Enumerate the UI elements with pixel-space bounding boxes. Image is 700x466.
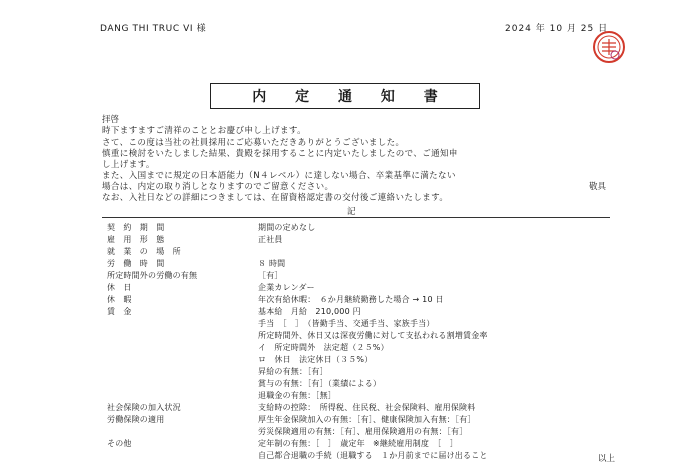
company-seal-icon <box>592 30 626 64</box>
term-value: 企業カレンダー <box>258 283 315 292</box>
paragraph-line: 慎重に検討をいたしました結果、貴殿を採用することに内定いたしましたので、ご通知申 <box>102 149 458 159</box>
greeting: 拝啓 <box>102 115 120 125</box>
paragraph-line: なお、入社日などの詳細につきましては、在留資格認定書の交付後ご連絡いたします。 <box>102 193 449 203</box>
term-value: 自己都合退職の手続（退職する １か月前までに届け出ること <box>258 451 488 460</box>
ki-marker: 記 <box>347 207 356 217</box>
term-value: 正社員 <box>258 235 283 244</box>
paragraph-line: 時下ますますご清祥のこととお慶び申し上げます。 <box>102 126 307 136</box>
term-value: 定年制の有無：［ ］ 歳定年 ※継続雇用制度 ［ ］ <box>258 439 458 448</box>
term-value: 手当 ［ ］ （皆勤手当、交通手当、家族手当） <box>258 319 435 328</box>
term-label: 労働保険の適用 <box>107 415 165 424</box>
document-title-box <box>210 83 480 109</box>
term-value: 厚生年金保険加入の有無：［有］、健康保険加入有無：［有］ <box>258 415 476 424</box>
term-value: 所定時間外、休日又は深夜労働に対して支払われる割増賃金率 <box>258 331 488 340</box>
term-label: その他 <box>107 439 132 448</box>
paragraph-line: さて、この度は当社の社員採用にご応募いただきありがとうございました。 <box>102 138 405 148</box>
term-label: 社会保険の加入状況 <box>107 403 181 412</box>
term-value: イ 所定時間外 法定超（２５%） <box>258 343 389 352</box>
term-label: 契 約 期 間 <box>107 223 165 232</box>
term-value: 退職金の有無：［無］ <box>258 391 336 400</box>
recipient-name: DANG THI TRUC VI 様 <box>100 24 207 34</box>
term-label: 所定時間外の労働の有無 <box>107 271 198 280</box>
term-label: 賃 金 <box>107 307 132 316</box>
closing-keigu: 敬具 <box>589 182 607 192</box>
term-label: 休 暇 <box>107 295 132 304</box>
term-value: 労災保険適用の有無：［有］、雇用保険適用の有無：［有］ <box>258 427 468 436</box>
term-value: 年次有給休暇： ６か月継続勤務した場合 → 10 日 <box>258 295 444 304</box>
term-label: 休 日 <box>107 283 132 292</box>
term-value: 昇給の有無：［有］ <box>258 367 328 376</box>
issue-date: 2024 年 10 月 25 日 <box>505 24 609 34</box>
paragraph-line: 場合は、内定の取り消しとなりますのでご留意ください。 <box>102 182 334 192</box>
term-value: ［有］ <box>258 271 283 280</box>
term-label: 労 働 時 間 <box>107 259 165 268</box>
paragraph-line: また、入国までに規定の日本語能力（N４レベル）に達しない場合、卒業基準に満たない <box>102 171 456 181</box>
term-label: 就 業 の 場 所 <box>107 247 181 256</box>
term-value: ８ 時間 <box>258 259 286 268</box>
end-mark: 以上 <box>598 454 616 464</box>
term-label: 雇 用 形 態 <box>107 235 165 244</box>
term-value: 賞与の有無：［有］（業績による） <box>258 379 382 388</box>
term-value: 期間の定めなし <box>258 223 316 232</box>
document-title: 内 定 通 知 書 <box>252 89 450 105</box>
term-value: ロ 休日 法定休日（３５%） <box>258 355 373 364</box>
paragraph-line: し上げます。 <box>102 160 155 170</box>
term-value: 支給時の控除： 所得税、住民税、社会保険料、雇用保険料 <box>258 403 476 412</box>
top-divider <box>102 217 610 218</box>
term-value: 基本給 月給 210,000 円 <box>258 307 361 316</box>
